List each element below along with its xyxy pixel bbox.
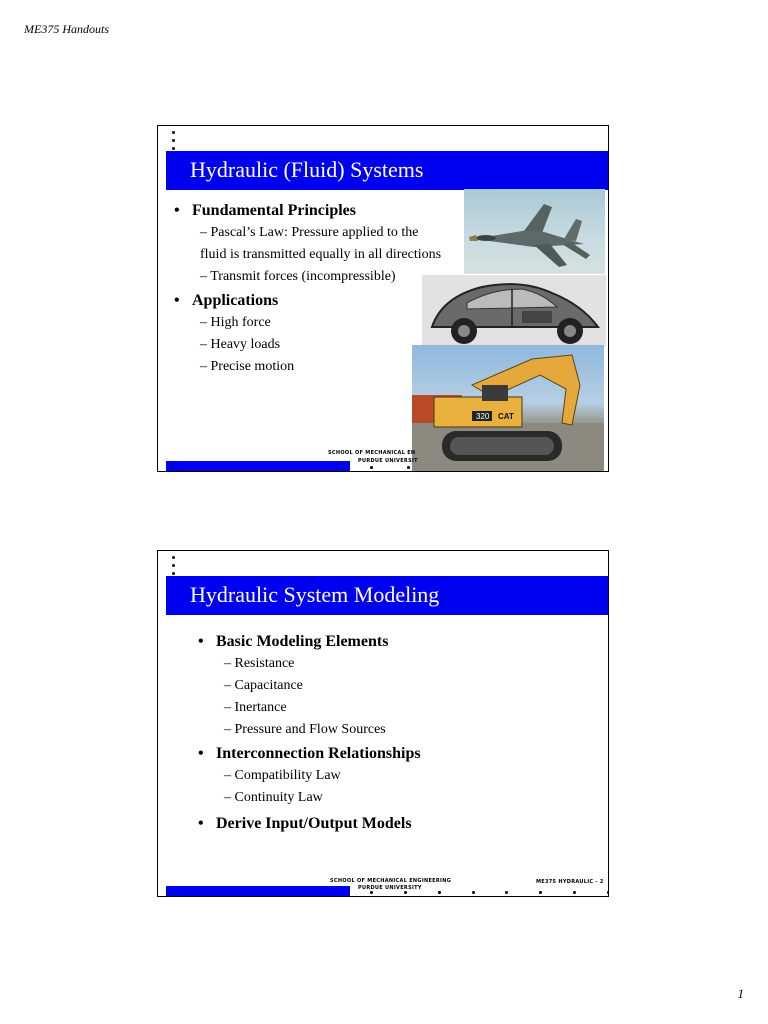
page-header: ME375 Handouts <box>24 22 109 36</box>
slide-title-bar <box>166 576 609 615</box>
slide-footer-university: PURDUE UNIVERSIT <box>358 458 418 464</box>
slide-footer-school: SCHOOL OF MECHANICAL EN <box>328 450 416 456</box>
slide-footer-dots <box>370 466 410 469</box>
slide-title-bar <box>166 151 609 190</box>
slide-title: Hydraulic (Fluid) Systems <box>190 157 424 182</box>
bullet-item: – Resistance <box>198 653 578 675</box>
excavator-label-cat: CAT <box>498 412 514 421</box>
slide-footer-school: SCHOOL OF MECHANICAL ENGINEERING <box>330 878 452 884</box>
excavator-label-320: 320 <box>476 412 490 421</box>
slide-footer-bar <box>166 461 350 471</box>
bullet-heading: • Basic Modeling Elements <box>198 631 578 653</box>
bullet-item: – Pascal’s Law: Pressure applied to the <box>174 222 474 244</box>
bullet-heading: • Applications <box>174 290 474 312</box>
slide-footer-dots <box>370 891 609 894</box>
bullet-item: – Heavy loads <box>174 334 474 356</box>
bullet-heading: • Derive Input/Output Models <box>198 813 578 835</box>
bullet-heading: • Fundamental Principles <box>174 200 474 222</box>
fighter-jet-image <box>464 189 605 274</box>
slide-2 <box>157 550 609 897</box>
bullet-item: – Continuity Law <box>198 787 578 809</box>
slide-title: Hydraulic System Modeling <box>190 582 440 607</box>
bullet-item-continuation: fluid is transmitted equally in all directions <box>200 247 442 262</box>
fighter-jet-icon <box>464 189 605 274</box>
bullet-item: – Precise motion <box>174 356 474 378</box>
slide-footer-bar <box>166 886 350 896</box>
slide-1-bullets <box>174 198 474 378</box>
bullet-item: – Capacitance <box>198 675 578 697</box>
bullet-item: – High force <box>174 312 474 334</box>
page-number: 1 <box>737 986 744 1001</box>
bullet-heading: • Interconnection Relationships <box>198 743 578 765</box>
bullet-item: – Compatibility Law <box>198 765 578 787</box>
bullet-item: – Inertance <box>198 697 578 719</box>
slide-footer-page-label: ME375 HYDRAULIC - 2 <box>536 879 604 885</box>
bullet-item: – Pressure and Flow Sources <box>198 719 578 741</box>
slide-1 <box>157 125 609 472</box>
slide-2-bullets <box>198 629 578 835</box>
bullet-item: – Transmit forces (incompressible) <box>174 266 474 288</box>
slide-footer-university: PURDUE UNIVERSITY <box>358 885 422 891</box>
